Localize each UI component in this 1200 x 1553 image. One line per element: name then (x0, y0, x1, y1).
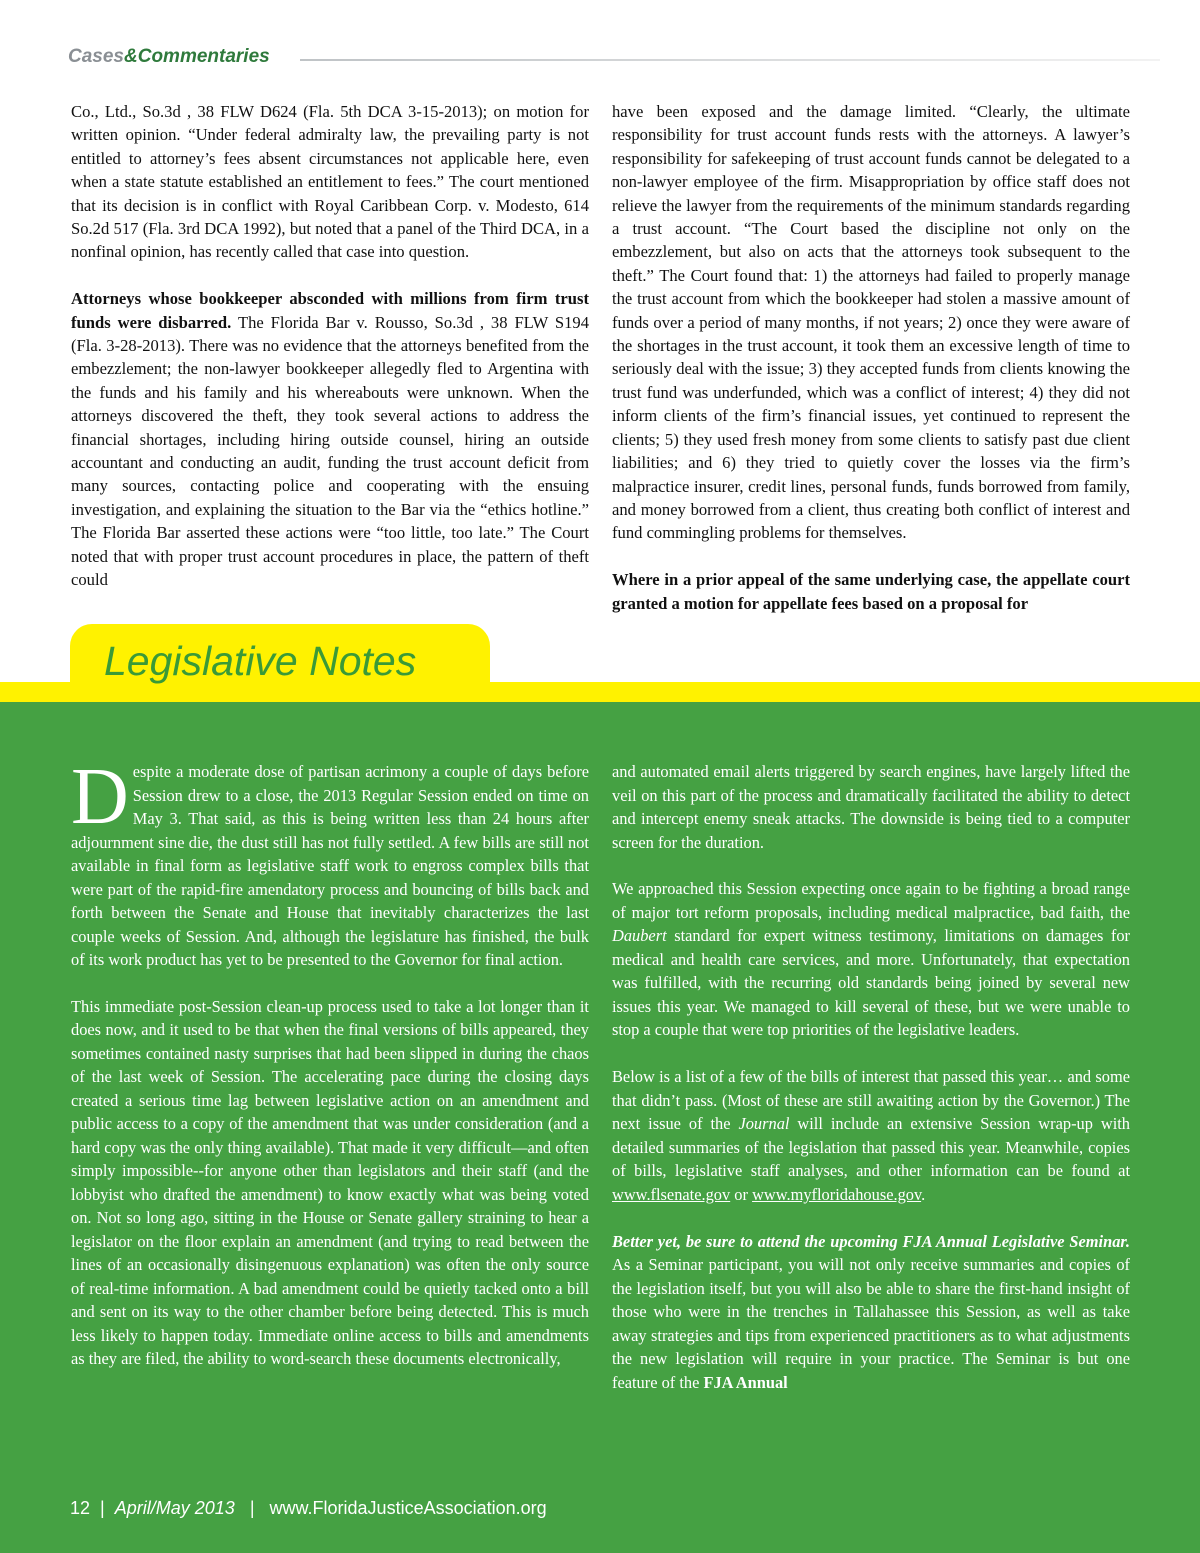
period-text: . (921, 1184, 926, 1204)
case-headline-2: Where in a prior appeal of the same underlying case, the appellate court granted a motion for appellate fees based on a proposal for (612, 570, 1130, 613)
legislative-paragraph-1-text: espite a moderate dose of partisan acrimony a couple of days before Session drew to a close, the 2013 Regular Session ended on time on May 3. That said, as this is being written less than 24 hours after adjournment sine die, the dust still has not fully settled. A few bills are still not available in final form as legislative staff work to engross complex bills that were part of the rapid-fire amendatory process and bouncing of bills back and forth between the Senate and House that inevitably characterizes the last couple weeks of Session. And, although the legislature has finished, the bulk of its work product has yet to be presented to the Governor for final action. (71, 762, 589, 969)
legislative-paragraph-5-b: will include an extensive Session wrap-up with detailed summaries of the legislation that passed this year. Meanwhile, copies of bills, legislative staff analyses, and other information can be found at (612, 1114, 1130, 1181)
page-number: 12 (70, 1498, 91, 1518)
case-paragraph-2 (71, 287, 589, 591)
legislative-paragraph-4-b: standard for expert witness testimony, limitations on damages for medical and health care services, and more. Unfortunately, that expectation was fulfilled, with the recurring old standards being joined by several new issues this year. We managed to kill several of these, but we were unable to stop a couple that were top priorities of the legislative leaders. (612, 926, 1130, 1040)
journal-italic: Journal (738, 1114, 790, 1134)
website-url: www.FloridaJusticeAssociation.org (269, 1498, 547, 1518)
legislative-paragraph-5 (612, 1065, 1130, 1206)
case-paragraph-1: Co., Ltd., So.3d , 38 FLW D624 (Fla. 5th DCA 3-15-2013); on motion for written opinion. “Under federal admiralty law, the prevailing party is not entitled to attorney’s fees absent circumstances not applicable here, even when a state statute established an entitlement to fees.” The court mentioned that its decision is in conflict with Royal Caribbean Corp. v. Modesto, 614 So.2d 517 (Fla. 3rd DCA 1992), but noted that a panel of the Third DCA, in a nonfinal opinion, has recently called that case into question. (71, 102, 589, 262)
myfloridahouse-link[interactable]: www.myfloridahouse.gov (752, 1184, 922, 1204)
legislative-paragraph-6-text: As a Seminar participant, you will not only receive summaries and copies of the legislation itself, but you will also be able to share the first-hand insight of those who were in the trenches in Tallahassee this Session, as well as take away strategies and tips from experienced practitioners as to what adjustments the new legislation will require in your practice. The Seminar is but one feature of the (612, 1255, 1130, 1392)
legislative-paragraph-5-a: Below is a list of a few of the bills of interest that passed this year… and some that didn’t pass. (Most of these are still awaiting action by the Governor.) The next issue of the (612, 1067, 1130, 1134)
legislative-paragraph-4 (612, 877, 1130, 1042)
seminar-callout: Better yet, be sure to attend the upcoming FJA Annual Legislative Seminar. (612, 1231, 1130, 1251)
case-paragraph-4 (612, 568, 1130, 615)
legislative-paragraph-2: This immediate post-Session clean-up process used to take a lot longer than it does now, and it used to be that when the final versions of bills appeared, they sometimes contained nasty surprises that had been slipped in during the chaos of the last week of Session. The accelerating pace during the closing days created a serious time lag between legislative action on an amendment and public access to a copy of the amendment that was under consideration (and a hard copy was the only thing available). That made it very difficult—and often simply impossible--for anyone other than legislators and their staff (and the lobbyist who drafted the amendment) to know exactly what was being voted on. Not so long ago, sitting in the House or Senate gallery straining to hear a legislator on the floor explain an amendment (and trying to read between the lines of an occasionally disingenuous explanation) was often the only source of real-time information. A bad amendment could be quietly tacked onto a bill and sent on its way to the other chamber before being detected. This is much less likely to happen today. Immediate online access to bills and amendments as they are filed, the ability to word-search these documents electronically, (71, 996, 589, 1369)
issue-date: April/May 2013 (114, 1498, 235, 1518)
running-header (68, 46, 1128, 76)
legislative-paragraph-1 (71, 753, 589, 972)
legislative-notes-title: Legislative Notes (104, 638, 417, 684)
flsenate-link[interactable]: www.flsenate.gov (612, 1184, 731, 1204)
page-footer: 12 | April/May 2013 | www.FloridaJusticeAssociation.org (70, 1498, 547, 1518)
top-left-column (71, 100, 589, 592)
drop-cap: D (71, 753, 129, 841)
top-right-column (612, 100, 1130, 615)
daubert-italic: Daubert (612, 926, 667, 946)
header-cases: Cases (68, 46, 124, 67)
legislative-paragraph-3: and automated email alerts triggered by search engines, have largely lifted the veil on this part of the process and dramatically facilitated the ability to detect and intercept enemy sneak attacks. The downside is being tied to a computer screen for the duration. (612, 762, 1130, 852)
or-text: or (730, 1184, 753, 1204)
fja-annual-bold: FJA Annual (703, 1372, 788, 1392)
case-body: The Florida Bar v. Rousso, So.3d , 38 FLW S194 (Fla. 3-28-2013). There was no evidence that the attorneys benefited from the embezzlement; the non-lawyer bookkeeper allegedly fled to Argentina with the funds and his family and his whereabouts were unknown. When the attorneys discovered the theft, they took several actions to address the financial shortages, including hiring outside counsel, hiring an outside accountant and conducting an audit, funding the trust account deficit from many sources, contacting police and cooperating with the ensuing investigation, and explaining the situation to the Bar via the “ethics hotline.” The Florida Bar asserted these actions were “too little, too late.” The Court noted that with proper trust account procedures in place, the pattern of theft could (71, 312, 590, 590)
legislative-paragraph-4-a: We approached this Session expecting once again to be fighting a broad range of major tort reform proposals, including medical malpractice, bad faith, the (612, 879, 1130, 922)
case-paragraph-3: have been exposed and the damage limited. “Clearly, the ultimate responsibility for trust account funds rests with the attorneys. A lawyer’s responsibility for safekeeping of trust account funds cannot be delegated to a non-lawyer employee of the firm. Misappropriation by office staff does not relieve the lawyer from the requirements of the minimum standards regarding a trust account. “The Court based the discipline not only on the embezzlement, but also on acts that the attorneys took subsequent to the theft.” The Court found that: 1) the attorneys had failed to properly manage the trust account from which the bookkeeper had stolen a massive amount of funds over a period of many months, if not years; 2) once they were aware of the shortages in the trust account, it took them an excessive length of time to seriously deal with the issue; 3) they accepted funds from clients knowing the trust fund was underfunded, which was a conflict of interest; 4) they did not inform clients of the firm’s financial issues, yet continued to represent the clients; 5) they used fresh money from some clients to satisfy past due client liabilities; and 6) they tried to quietly cover the losses via the firm’s malpractice insurer, credit lines, personal funds, funds borrowed from family, and money borrowed from a client, thus creating both conflict of interest and fund commingling problems for themselves. (612, 102, 1130, 543)
legislative-paragraph-6 (612, 1230, 1130, 1395)
legislative-left-column (71, 753, 589, 1371)
header-rule (300, 59, 1160, 61)
header-commentaries: Commentaries (137, 46, 270, 67)
header-ampersand: & (124, 46, 138, 67)
legislative-right-column (612, 760, 1130, 1394)
case-headline: Attorneys whose bookkeeper absconded with millions from firm trust funds were disbarred. (71, 289, 589, 332)
